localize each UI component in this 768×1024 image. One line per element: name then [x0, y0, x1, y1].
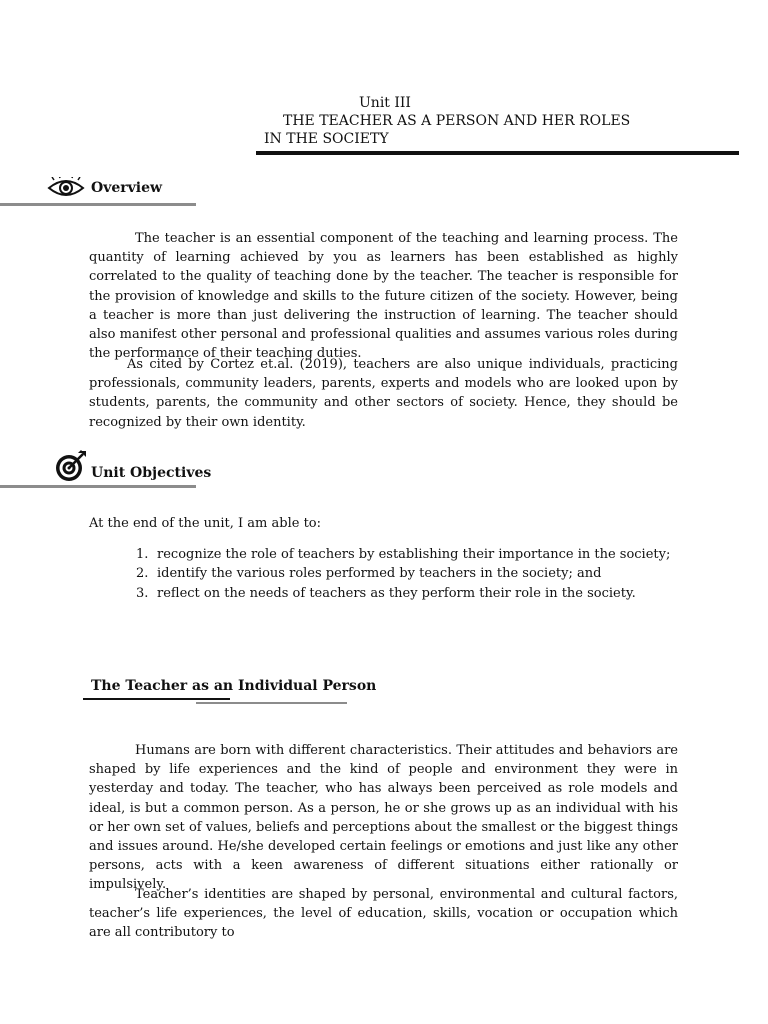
objective-item: [136, 584, 696, 603]
objectives-intro: At the end of the unit, I am able to:: [89, 516, 322, 531]
objective-text: identify the various roles performed by teachers in the society; and: [157, 566, 602, 582]
objectives-rule: [0, 485, 196, 488]
objective-number: 1.: [136, 547, 149, 562]
overview-heading: Overview: [91, 180, 163, 196]
objective-text: reflect on the needs of teachers as they perform their role in the society.: [157, 585, 636, 601]
unit-title-line2: IN THE SOCIETY: [264, 131, 389, 147]
objective-item: [136, 564, 696, 583]
objective-number: 3.: [136, 585, 149, 601]
overview-paragraph-2-text: As cited by Cortez et.al. (2019), teachers are also unique individuals, practicing professionals, community leaders, parents, experts and models who are looked upon by students, parents, the community and other sectors of society. Hence, they should be recognized by their own identity.: [89, 357, 678, 430]
overview-paragraph-1: [89, 229, 678, 363]
unit-label: Unit III: [359, 95, 411, 111]
objectives-heading: Unit Objectives: [91, 465, 212, 481]
overview-paragraph-2: [89, 355, 678, 432]
individual-heading: The Teacher as an Individual Person: [91, 678, 377, 694]
overview-rule: [0, 203, 196, 206]
unit-title-line1: THE TEACHER AS A PERSON AND HER ROLES: [283, 113, 631, 129]
title-rule: [256, 151, 739, 155]
objective-item: [136, 545, 696, 564]
individual-paragraph-2: [89, 885, 678, 943]
individual-paragraph-1-text: Humans are born with different characteristics. Their attitudes and behaviors are shaped by life experiences and the kind of people and environment they were in yesterday and today. The teacher, who has always been perceived as role models and ideal, is but a common person. As a person, he or she grows up as an individual with his or her own set of values, beliefs and perceptions about the smallest or the biggest things and issues around. He/she developed certain feelings or emotions and just like any other persons, acts with a keen awareness of different situations either rationally or impulsively.: [89, 743, 678, 893]
objectives-list: [136, 545, 696, 603]
individual-paragraph-1: [89, 741, 678, 895]
individual-rule-dark: [83, 698, 230, 700]
eye-icon: [47, 177, 85, 199]
individual-paragraph-2-text: Teacher’s identities are shaped by personal, environmental and cultural factors, teacher’s life experiences, the level of education, skills, vocation or occupation which are all contributory to: [89, 887, 678, 941]
individual-rule-gray: [196, 702, 347, 704]
overview-paragraph-1-text: The teacher is an essential component of the teaching and learning process. The quantity of learning achieved by you as learners has been established as highly correlated to the quality of teaching done by the teacher. The teacher is responsible for the provision of knowledge and skills to the future citizen of the society. However, being a teacher is more than just delivering the instruction of learning. The teacher should also manifest other personal and professional qualities and assumes various roles during the performance of their teaching duties.: [89, 231, 678, 362]
objective-text: recognize the role of teachers by establishing their importance in the society;: [157, 547, 671, 562]
objective-number: 2.: [136, 566, 149, 582]
target-icon: [54, 449, 88, 483]
